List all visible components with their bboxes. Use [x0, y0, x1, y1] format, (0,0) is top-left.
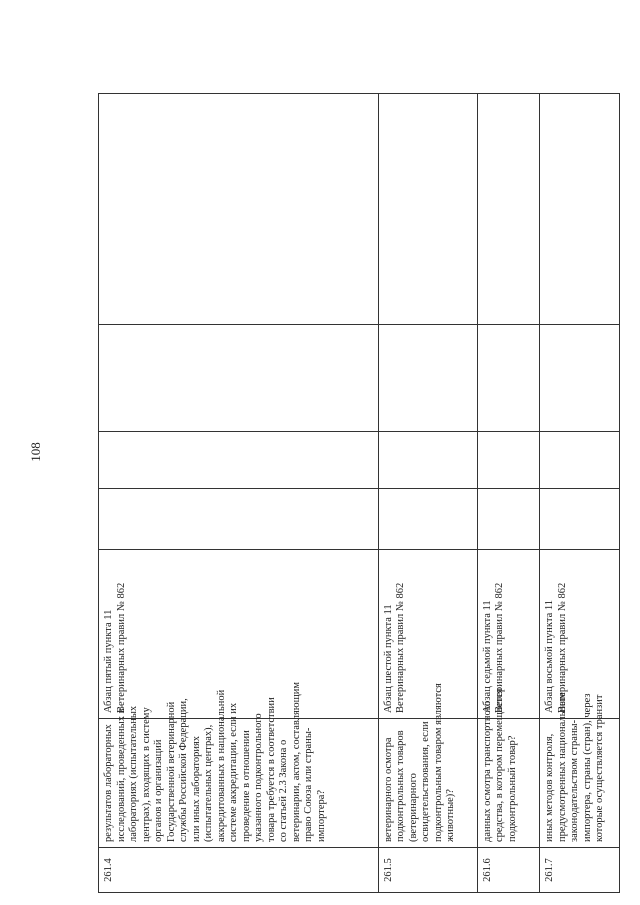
- reference-line: Ветеринарных правил № 862: [556, 582, 568, 713]
- question-line: Государственной ветеринарной: [165, 701, 177, 842]
- question-line: данных осмотра транспортного: [481, 701, 493, 842]
- answer-yes-cell: [540, 489, 620, 550]
- question-line: подконтрольный товар?: [506, 735, 518, 842]
- reference-line: Ветеринарных правил № 862: [115, 582, 127, 713]
- question-cell: [540, 692, 620, 848]
- row-number-cell: 261.4: [99, 848, 379, 893]
- question-line: товара требуется в соответствии: [265, 697, 277, 842]
- question-line: которые осуществляется транзит: [594, 694, 606, 842]
- row-number-cell: 261.5: [378, 848, 477, 893]
- rotated-table-wrapper: [98, 93, 620, 893]
- table-row: [477, 94, 539, 893]
- question-line: ветеринарного осмотра: [382, 737, 394, 842]
- question-line: лабораториях (испытательных: [128, 705, 139, 842]
- table-row: [99, 94, 379, 893]
- notes-cell: [378, 94, 477, 325]
- notes-cell: [540, 94, 620, 325]
- reference-line: Ветеринарных правил № 862: [395, 582, 407, 713]
- question-line: ветеринарии, актом, составляющим: [290, 681, 302, 842]
- row-number-cell: 261.6: [477, 848, 539, 893]
- question-line: аккредитованных в национальной: [215, 689, 227, 842]
- reference-line: Абзац пятый пункта 11: [103, 609, 114, 713]
- answer-na-cell: [477, 325, 539, 432]
- answer-yes-cell: [99, 489, 379, 550]
- legal-reference-cell: [99, 550, 379, 719]
- answer-no-cell: [477, 432, 539, 489]
- question-line: результатов лабораторных: [103, 724, 114, 842]
- reference-line: Абзац седьмой пункта 11: [481, 600, 493, 713]
- question-cell: [477, 688, 539, 848]
- notes-cell: [99, 94, 379, 325]
- question-line: подконтрольным товаром являются: [432, 683, 444, 842]
- answer-yes-cell: [477, 489, 539, 550]
- table-row: [540, 94, 620, 893]
- question-line: органов и организаций: [153, 739, 164, 842]
- question-line: со статьей 2.3 Закона о: [278, 739, 289, 842]
- question-line: (ветеринарного: [407, 773, 419, 842]
- legal-reference-cell: [378, 550, 477, 719]
- question-line: импортера, страны (стран), через: [581, 693, 593, 842]
- answer-no-cell: [540, 432, 620, 489]
- answer-no-cell: [99, 432, 379, 489]
- answer-na-cell: [99, 325, 379, 432]
- question-line: проведение в отношении: [240, 730, 252, 842]
- row-number-cell: 261.7: [540, 848, 620, 893]
- answer-no-cell: [378, 432, 477, 489]
- legal-reference-cell: [477, 550, 539, 719]
- question-cell: [99, 681, 379, 848]
- question-line: центрах), входящих в систему: [140, 707, 152, 842]
- page-number: 108: [28, 442, 43, 462]
- answer-na-cell: [378, 325, 477, 432]
- question-line: животные)?: [445, 789, 457, 842]
- question-line: исследований, проведенных в: [115, 708, 127, 842]
- answer-na-cell: [540, 325, 620, 432]
- question-cell: [378, 683, 477, 848]
- question-line: или иных лабораториях: [190, 735, 202, 842]
- table-row: [378, 94, 477, 893]
- question-line: предусмотренных национальным: [556, 692, 568, 842]
- reference-line: Абзац восьмой пункта 11: [544, 600, 556, 713]
- legal-reference-cell: [540, 550, 620, 719]
- notes-cell: [477, 94, 539, 325]
- question-line: средства, в котором перемещается: [494, 688, 506, 842]
- question-line: импортера?: [315, 789, 327, 842]
- question-line: службы Российской Федерации,: [178, 698, 189, 842]
- question-line: освидетельствования, если: [420, 721, 432, 842]
- reference-line: Ветеринарных правил № 862: [494, 582, 506, 713]
- question-line: законодательством страны-: [569, 719, 581, 842]
- question-line: право Союза или страны-: [303, 727, 314, 842]
- question-line: системе аккредитации, если их: [228, 702, 239, 842]
- reference-line: Абзац шестой пункта 11: [382, 604, 394, 713]
- checklist-table: [98, 93, 620, 893]
- question-line: иных методов контроля,: [544, 733, 556, 842]
- question-line: указанного подконтрольного: [253, 713, 264, 842]
- question-line: (испытательных центрах),: [203, 724, 214, 842]
- question-line: подконтрольных товаров: [395, 730, 407, 842]
- answer-yes-cell: [378, 489, 477, 550]
